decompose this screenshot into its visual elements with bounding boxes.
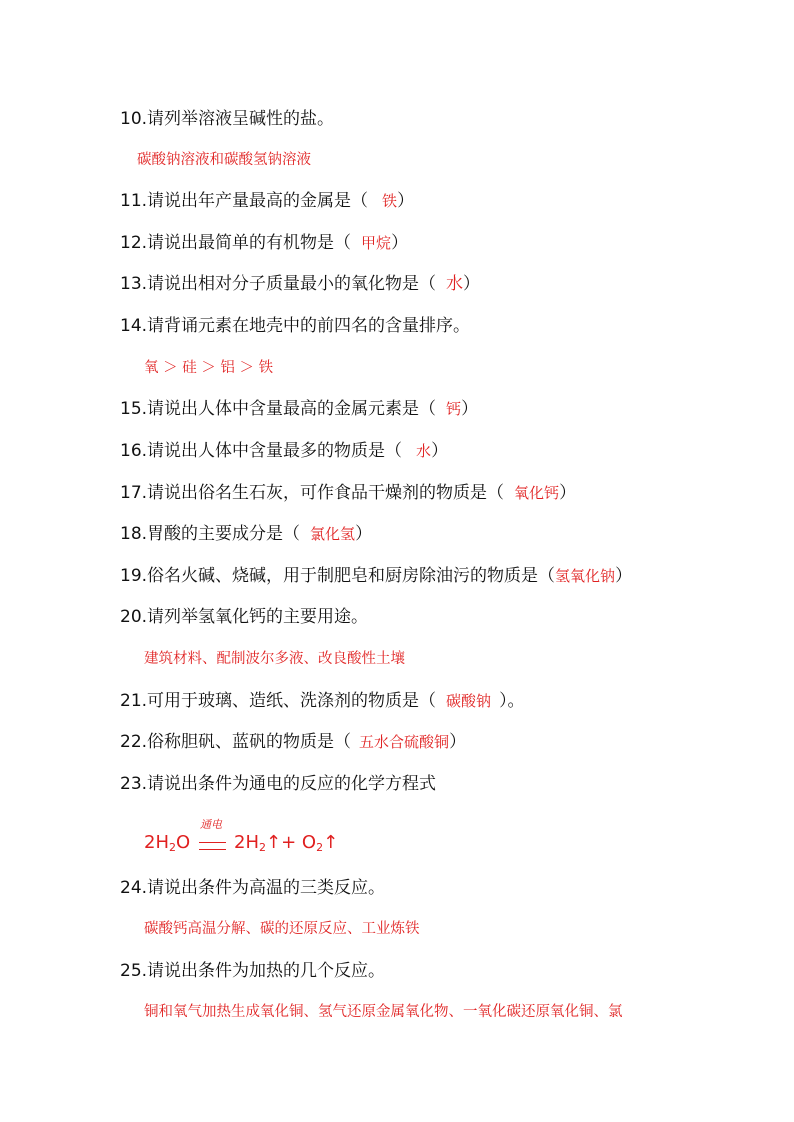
question-11-end: ）: [397, 191, 415, 211]
question-22-text: 22.俗称胆矾、蓝矾的物质是（: [120, 732, 352, 752]
question-24: 24.请说出条件为高温的三类反应。: [120, 878, 386, 898]
question-13-end: ）: [463, 274, 481, 294]
answer-21: 碳酸钠: [446, 692, 492, 710]
answer-20: 建筑材料、配制波尔多液、改良酸性土壤: [144, 651, 405, 667]
question-23: 23.请说出条件为通电的反应的化学方程式: [120, 774, 437, 794]
question-21-end: ）。: [499, 691, 525, 711]
question-17-end: ）: [559, 483, 577, 503]
question-15: [120, 398, 478, 420]
question-19-end: ）: [615, 566, 633, 586]
question-17: [120, 482, 576, 504]
question-18: [120, 523, 372, 545]
answer-16: 水: [416, 442, 432, 460]
answer-24: 碳酸钙高温分解、碳的还原反应、工业炼铁: [144, 921, 420, 937]
answer-18: 氯化氢: [310, 525, 356, 543]
question-17-text: 17.请说出俗名生石灰，可作食品干燥剂的物质是（: [120, 483, 505, 503]
question-22: [120, 731, 466, 753]
question-19: [120, 565, 632, 587]
answer-10: 碳酸钠溶液和碳酸氢钠溶液: [137, 152, 311, 168]
answer-25: 铜和氧气加热生成氧化铜、氢气还原金属氧化物、一氧化碳还原氧化铜、氯: [144, 1004, 623, 1020]
question-16: [120, 440, 448, 462]
question-19-text: 19.俗名火碱、烧碱，用于制肥皂和厨房除油污的物质是（: [120, 566, 556, 586]
equation-equals-sign: [199, 842, 226, 850]
answer-14: 氧 ＞ 硅 ＞ 铝 ＞ 铁: [144, 360, 274, 376]
equation-reactant: $2H_2O$: [144, 832, 191, 854]
question-11: [120, 190, 414, 212]
question-11-text: 11.请说出年产量最高的金属是（: [120, 191, 369, 211]
question-18-end: ）: [355, 524, 373, 544]
answer-13: 水: [446, 274, 464, 294]
answer-12: 甲烷: [361, 234, 392, 252]
question-20: 20.请列举氢氧化钙的主要用途。: [120, 607, 369, 627]
question-16-end: ）: [431, 441, 449, 461]
question-12: [120, 232, 408, 254]
question-15-end: ）: [461, 399, 479, 419]
question-14: 14.请背诵元素在地壳中的前四名的含量排序。: [120, 316, 471, 336]
answer-11: 铁: [382, 192, 398, 210]
answer-17: 氧化钙: [514, 484, 560, 502]
question-15-text: 15.请说出人体中含量最高的金属元素是（: [120, 399, 437, 419]
question-13-text: 13.请说出相对分子质量最小的氧化物是（: [120, 274, 437, 294]
question-21: [120, 690, 525, 712]
question-13: [120, 273, 480, 295]
question-22-end: ）: [449, 732, 467, 752]
question-21-text: 21.可用于玻璃、造纸、洗涤剂的物质是（: [120, 691, 437, 711]
answer-15: 钙: [446, 400, 462, 418]
question-12-end: ）: [391, 233, 409, 253]
answer-19: 氢氧化钠: [555, 567, 616, 585]
equation-products: $2H_2↑+$ $O_2↑$: [234, 832, 339, 854]
answer-22: 五水合硫酸铜: [359, 733, 450, 751]
equation-condition: 通电: [200, 818, 222, 831]
question-25: 25.请说出条件为加热的几个反应。: [120, 961, 386, 981]
question-10: 10.请列举溶液呈碱性的盐。: [120, 109, 335, 129]
question-12-text: 12.请说出最简单的有机物是（: [120, 233, 352, 253]
question-18-text: 18.胃酸的主要成分是（: [120, 524, 301, 544]
question-16-text: 16.请说出人体中含量最多的物质是（: [120, 441, 403, 461]
